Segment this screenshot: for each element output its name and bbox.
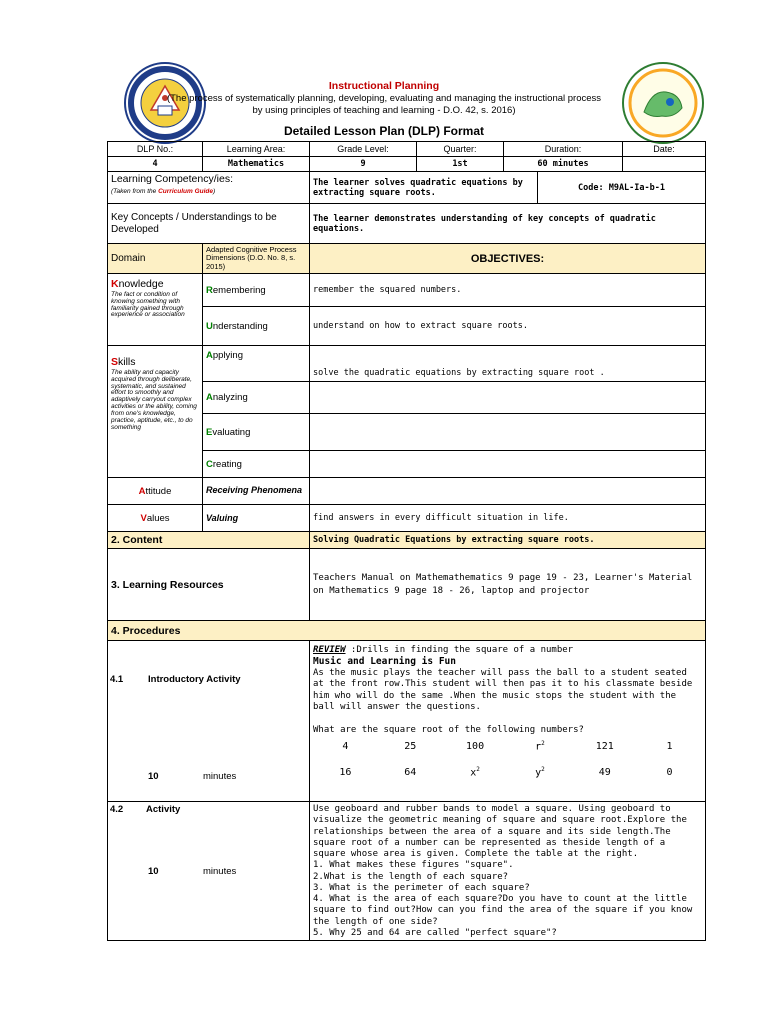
competency-label: Learning Competency/ies: bbox=[111, 173, 233, 185]
analyzing-rest: nalyzing bbox=[212, 392, 248, 403]
num-r2-3 bbox=[443, 758, 508, 784]
num-r1-3: 100 bbox=[466, 741, 485, 753]
num-r1-4-base: r bbox=[535, 741, 542, 753]
dlp-no-label: DLP No.: bbox=[108, 142, 203, 157]
values-rest: alues bbox=[146, 512, 170, 524]
attitude-rest: ttitude bbox=[145, 485, 172, 497]
intro-paragraph: As the music plays the teacher will pass the ball to a student seated at the front row.This student will then pas it to his classmate beside him who will do the same .When the music stops the student with the ball will answer the questions. bbox=[313, 668, 693, 712]
skills-cell bbox=[108, 346, 203, 478]
attitude-objective bbox=[310, 478, 706, 505]
num-r1-1: 4 bbox=[342, 741, 349, 753]
intro-title: Introductory Activity bbox=[148, 674, 241, 685]
learning-resources-label: 3. Learning Resources bbox=[108, 549, 310, 621]
skills-heading bbox=[111, 356, 199, 368]
activity-minutes-value: 10 bbox=[148, 866, 159, 877]
understanding-objective: understand on how to extract square roots. bbox=[310, 307, 706, 346]
intro-question: What are the square root of the following numbers? bbox=[313, 725, 584, 736]
dlp-no-value: 4 bbox=[108, 157, 203, 172]
procedures-row bbox=[108, 621, 706, 641]
attitude-row bbox=[108, 478, 706, 505]
content-row bbox=[108, 532, 706, 549]
values-objective: find answers in every difficult situation in life. bbox=[310, 505, 706, 532]
domain-label: Domain bbox=[108, 244, 203, 274]
learning-resources-text: Teachers Manual on Mathemathematics 9 page 19 - 23, Learner's Material on Mathematics 9 page 18 - 26, laptop and projector bbox=[310, 549, 706, 621]
num-r2-3-base: x bbox=[470, 767, 477, 779]
activity-question-2: 2.What is the length of each square? bbox=[313, 871, 509, 882]
grade-level-value: 9 bbox=[310, 157, 417, 172]
evaluating-objective bbox=[310, 414, 706, 451]
activity-question-5: 5. Why 25 and 64 are called "perfect square"? bbox=[313, 927, 557, 938]
lesson-plan-table bbox=[107, 141, 706, 941]
activity-row bbox=[108, 802, 706, 941]
date-value bbox=[623, 157, 706, 172]
grade-level-label: Grade Level: bbox=[310, 142, 417, 157]
header-subtitle-line1: (The process of systematically planning, developing, evaluating and managing the instructional process bbox=[166, 93, 602, 104]
num-r2-3-exp: 2 bbox=[476, 766, 480, 774]
knowledge-cell bbox=[108, 274, 203, 346]
music-learning-title: Music and Learning is Fun bbox=[313, 656, 456, 668]
num-r2-4-base: y bbox=[535, 767, 542, 779]
knowledge-heading bbox=[111, 278, 199, 290]
introductory-activity-content bbox=[310, 641, 706, 802]
key-concepts-row bbox=[108, 204, 706, 244]
attitude-initial: A bbox=[138, 485, 146, 497]
date-label: Date: bbox=[623, 142, 706, 157]
applying-dimension bbox=[203, 346, 310, 382]
valuing-dimension: Valuing bbox=[203, 505, 310, 532]
creating-dimension bbox=[203, 451, 310, 478]
intro-number: 4.1 bbox=[110, 674, 124, 685]
analyzing-dimension bbox=[203, 382, 310, 414]
quarter-value: 1st bbox=[417, 157, 504, 172]
knowledge-initial: K bbox=[111, 278, 119, 290]
evaluating-initial: E bbox=[206, 426, 213, 438]
duration-value: 60 minutes bbox=[504, 157, 623, 172]
info-value-row bbox=[108, 157, 706, 172]
competency-text: The learner solves quadratic equations by extracting square roots. bbox=[310, 172, 538, 204]
duration-label: Duration: bbox=[504, 142, 623, 157]
remembering-initial: R bbox=[206, 284, 213, 296]
competency-source-suffix: ) bbox=[213, 188, 216, 195]
remembering-rest: emembering bbox=[212, 284, 266, 296]
creating-rest: reating bbox=[212, 458, 242, 470]
skills-description: The ability and capacity acquired through deliberate, systematic, and sustained effort to smoothly and adaptively carryout complex activities or the ability, coming from one's knowledge, practice, aptitude, etc., to do something bbox=[111, 369, 197, 431]
activity-number: 4.2 bbox=[110, 804, 124, 815]
values-initial: V bbox=[140, 512, 147, 524]
num-r1-6: 1 bbox=[666, 741, 673, 753]
skills-initial: S bbox=[111, 356, 119, 368]
knowledge-row-1 bbox=[108, 274, 706, 307]
content-label: 2. Content bbox=[108, 532, 310, 549]
key-concepts-label: Key Concepts / Understandings to be Developed bbox=[108, 204, 310, 244]
procedures-label: 4. Procedures bbox=[108, 621, 706, 641]
learning-area-label: Learning Area: bbox=[203, 142, 310, 157]
numbers-row-1 bbox=[313, 736, 702, 758]
review-text: :Drills in finding the square of a number bbox=[345, 645, 574, 655]
num-r2-6: 0 bbox=[666, 766, 673, 778]
applying-objective: solve the quadratic equations by extracting square root . bbox=[310, 346, 706, 382]
understanding-rest: nderstanding bbox=[212, 320, 268, 332]
competency-code: Code: M9AL-Ia-b-1 bbox=[538, 172, 706, 204]
objectives-label: OBJECTIVES: bbox=[310, 244, 706, 274]
analyzing-objective bbox=[310, 382, 706, 414]
content-text: Solving Quadratic Equations by extracting square roots. bbox=[310, 532, 706, 549]
domain-header-row bbox=[108, 244, 706, 274]
skills-row-1 bbox=[108, 346, 706, 382]
creating-initial: C bbox=[206, 458, 213, 470]
activity-paragraph: Use geoboard and rubber bands to model a square. Using geoboard to visualize the geometric meaning of square and square root.Explore the relationships between the area of a square and its side length.The square root of a number can be represented as theside length of a square whose area is given. Complete the table at the right. bbox=[313, 804, 687, 859]
header-subtitle-line2: by using principles of teaching and learning - D.O. 42, s. 2016) bbox=[252, 105, 516, 116]
num-r2-4-exp: 2 bbox=[541, 766, 545, 774]
instructional-planning-title: Instructional Planning bbox=[328, 80, 440, 92]
activity-cell bbox=[108, 802, 310, 941]
activity-content bbox=[310, 802, 706, 941]
deped-region-seal-icon bbox=[622, 62, 704, 144]
activity-question-1: 1. What makes these figures "square". bbox=[313, 860, 514, 871]
introductory-activity-row bbox=[108, 641, 706, 802]
cognitive-dimensions-label: Adapted Cognitive Process Dimensions (D.O. No. 8, s. 2015) bbox=[203, 244, 310, 274]
evaluating-rest: valuating bbox=[212, 426, 251, 438]
activity-question-3: 3. What is the perimeter of each square? bbox=[313, 882, 530, 893]
values-row bbox=[108, 505, 706, 532]
introductory-activity-cell bbox=[108, 641, 310, 802]
understanding-initial: U bbox=[206, 320, 213, 332]
knowledge-description: The fact or condition of knowing something with familiarity gained through experience or association bbox=[111, 291, 185, 319]
activity-question-4: 4. What is the area of each square?Do you have to count at the little square to find out?How can you find the area of the square if you know the length of one side? bbox=[313, 894, 693, 927]
evaluating-dimension bbox=[203, 414, 310, 451]
analyzing-initial: A bbox=[206, 392, 213, 403]
competency-source bbox=[111, 188, 306, 195]
learning-resources-row bbox=[108, 549, 706, 621]
num-r1-5: 121 bbox=[595, 741, 614, 753]
creating-objective bbox=[310, 451, 706, 478]
num-r2-4 bbox=[507, 758, 572, 784]
num-r2-5: 49 bbox=[598, 766, 611, 778]
applying-initial: A bbox=[206, 350, 213, 361]
num-r2-1: 16 bbox=[339, 766, 352, 778]
intro-minutes-value: 10 bbox=[148, 771, 159, 782]
attitude-heading bbox=[108, 478, 203, 505]
intro-minutes-label: minutes bbox=[203, 771, 237, 782]
curriculum-guide-link[interactable]: Curriculum Guide bbox=[158, 188, 213, 195]
key-concepts-text: The learner demonstrates understanding of key concepts of quadratic equations. bbox=[310, 204, 706, 244]
dlp-format-title: Detailed Lesson Plan (DLP) Format bbox=[283, 124, 485, 138]
receiving-phenomena-dimension: Receiving Phenomena bbox=[203, 478, 310, 505]
review-line bbox=[313, 645, 702, 656]
num-r1-4-exp: 2 bbox=[541, 740, 545, 748]
numbers-row-2 bbox=[313, 758, 702, 784]
review-label: REVIEW bbox=[313, 645, 346, 655]
quarter-label: Quarter: bbox=[417, 142, 504, 157]
remembering-objective: remember the squared numbers. bbox=[310, 274, 706, 307]
competency-source-prefix: (Taken from the bbox=[111, 188, 159, 195]
num-r1-4 bbox=[507, 736, 572, 758]
understanding-dimension bbox=[203, 307, 310, 346]
info-label-row bbox=[108, 142, 706, 157]
activity-minutes-label: minutes bbox=[203, 866, 237, 877]
num-r2-2: 64 bbox=[404, 766, 417, 778]
learning-area-value: Mathematics bbox=[203, 157, 310, 172]
values-heading bbox=[108, 505, 203, 532]
applying-rest: pplying bbox=[212, 350, 243, 361]
square-root-numbers bbox=[313, 736, 702, 784]
skills-rest: kills bbox=[118, 356, 136, 368]
activity-title: Activity bbox=[146, 804, 181, 815]
knowledge-rest: nowledge bbox=[118, 278, 164, 290]
num-r1-2: 25 bbox=[404, 741, 417, 753]
remembering-dimension bbox=[203, 274, 310, 307]
competency-row bbox=[108, 172, 706, 204]
